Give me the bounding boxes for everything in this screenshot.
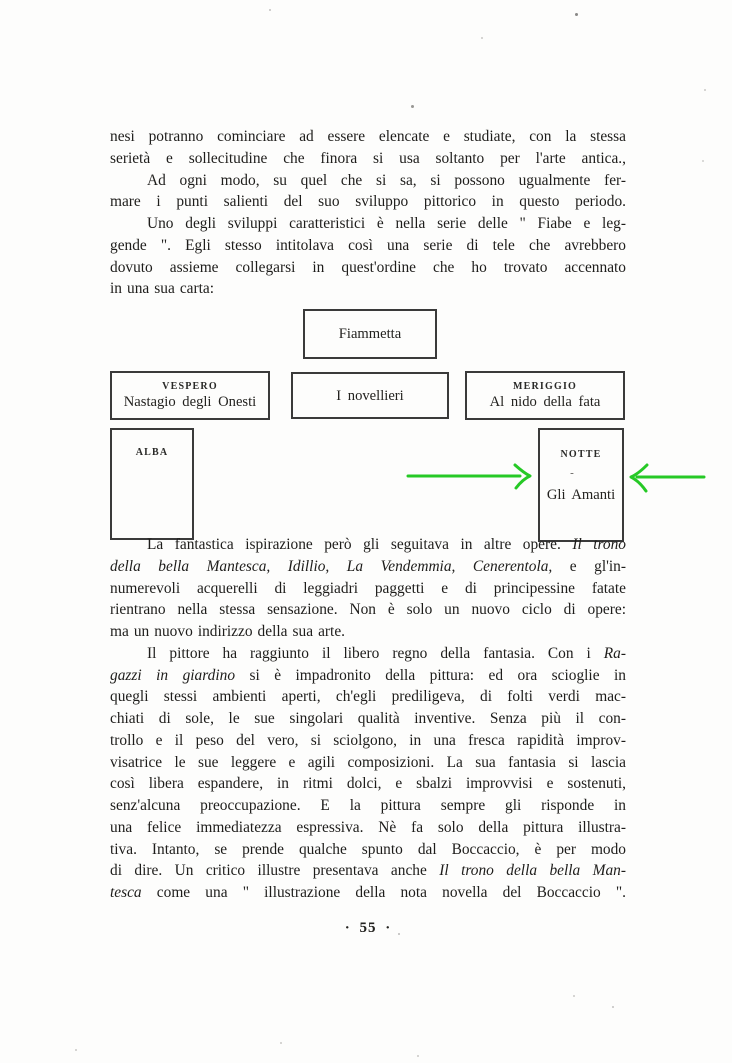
text-segment: e gl'in- bbox=[552, 557, 626, 575]
green-arrow-right-icon bbox=[404, 461, 534, 491]
paragraph bbox=[110, 170, 626, 214]
text-segment: gende ". Egli stesso intitolava così una serie di tele che avrebbero bbox=[110, 236, 626, 254]
text-segment: in una sua carta: bbox=[110, 280, 215, 298]
scan-speck bbox=[269, 9, 271, 11]
text-segment: serietà e sollecitudine che finora si usa soltanto per l'arte antica., bbox=[110, 149, 626, 167]
paragraph bbox=[110, 126, 626, 170]
text-segment: come una " illustrazione della nota novella del Boccaccio ". bbox=[141, 884, 626, 901]
box-title: I novellieri bbox=[336, 387, 404, 404]
text-segment: Uno degli sviluppi caratteristici è nella serie delle " Fiabe e leg- bbox=[147, 215, 626, 232]
text-line bbox=[110, 534, 626, 556]
diagram-box-fiammetta bbox=[303, 309, 437, 359]
text-line bbox=[110, 686, 626, 708]
text-segment: Il trono della bella Man- bbox=[439, 862, 626, 880]
text-segment: rientrano nella stessa sensazione. Non è solo un nuovo ciclo di opere: bbox=[110, 601, 626, 619]
text-line bbox=[110, 882, 626, 904]
text-line bbox=[110, 148, 626, 170]
text-line bbox=[110, 795, 626, 817]
text-segment: ma un nuovo indirizzo della sua arte. bbox=[110, 623, 345, 640]
page-number: · 55 · bbox=[344, 920, 392, 936]
box-label: ALBA bbox=[135, 447, 169, 458]
text-segment: trollo e il peso del vero, si sciolgono, in una fresca rapidità improv- bbox=[110, 731, 626, 749]
text-line bbox=[110, 599, 626, 621]
scan-speck bbox=[417, 1055, 419, 1057]
green-arrow-left-icon bbox=[626, 461, 732, 493]
text-segment: una felice immediatezza espressiva. Nè fa solo della pittura illustra- bbox=[110, 818, 626, 836]
text-line bbox=[110, 213, 626, 235]
diagram-box-novellieri bbox=[291, 372, 449, 419]
text-line bbox=[110, 708, 626, 730]
text-segment: si è impadronito della pittura: ed ora scioglie in bbox=[235, 666, 626, 684]
text-line bbox=[110, 817, 626, 839]
text-line bbox=[110, 643, 626, 665]
text-segment: Ra- bbox=[603, 644, 626, 662]
text-segment: Ad ogni modo, su quel che si sa, si possono ugualmente fer- bbox=[147, 171, 626, 189]
scan-speck bbox=[411, 105, 414, 108]
box-title: Gli Amanti bbox=[546, 487, 616, 503]
text-segment: nesi potranno cominciare ad essere elencate e studiate, con la stessa bbox=[110, 128, 626, 145]
text-line bbox=[110, 278, 626, 300]
box-title: Nastagio degli Onesti bbox=[123, 394, 257, 410]
text-line bbox=[110, 257, 626, 279]
text-segment: gazzi in giardino bbox=[110, 666, 236, 684]
text-segment: chiati di sole, le sue singolari qualità inventive. Senza più il con- bbox=[110, 710, 626, 727]
text-segment: senz'alcuna preoccupazione. E la pittura sempre gli risponde in bbox=[110, 797, 626, 814]
diagram-box-notte bbox=[538, 428, 624, 542]
text-line bbox=[110, 839, 626, 861]
text-line bbox=[110, 191, 626, 213]
text-line bbox=[110, 578, 626, 600]
text-line bbox=[110, 556, 626, 578]
text-segment: tiva. Intanto, se prende qualche spunto dal Boccaccio, è per modo bbox=[110, 840, 626, 858]
scan-speck bbox=[575, 13, 578, 16]
scan-speck bbox=[75, 1049, 77, 1051]
paragraph bbox=[110, 213, 626, 300]
scan-speck bbox=[398, 933, 400, 935]
box-label: VESPERO bbox=[162, 381, 218, 392]
scan-speck bbox=[280, 1042, 282, 1044]
scan-speck bbox=[612, 1006, 614, 1008]
scan-speck bbox=[573, 995, 575, 997]
diagram-box-alba bbox=[110, 428, 194, 540]
text-segment: così libera espandere, in ritmi dolci, e sbalzi improvvisi e sostenuti, bbox=[110, 775, 626, 793]
scan-speck bbox=[481, 37, 483, 39]
diagram-box-vespero bbox=[110, 371, 270, 420]
text-segment: numerevoli acquerelli di leggiadri paggetti e di principessine fatate bbox=[110, 579, 626, 597]
text-segment: tesca bbox=[110, 884, 142, 901]
box-title: Fiammetta bbox=[338, 326, 402, 342]
box-separator-mark: - bbox=[570, 467, 574, 479]
text-line bbox=[110, 752, 626, 774]
text-line bbox=[110, 126, 626, 148]
paragraph bbox=[110, 534, 626, 643]
text-segment: mare i punti salienti del suo sviluppo pittorico in questo periodo. bbox=[110, 193, 626, 211]
box-label: MERIGGIO bbox=[512, 381, 578, 392]
scan-speck bbox=[704, 89, 706, 91]
text-segment: Il trono bbox=[572, 536, 626, 553]
text-segment: di dire. Un critico illustre presentava anche bbox=[110, 862, 440, 880]
scan-speck bbox=[702, 160, 704, 162]
text-line bbox=[110, 621, 626, 643]
lower-text-block bbox=[110, 534, 626, 904]
diagram-box-meriggio bbox=[465, 371, 625, 420]
upper-text-block bbox=[110, 126, 626, 300]
text-line bbox=[110, 665, 626, 687]
text-segment: La fantastica ispirazione però gli seguitava in altre opere. bbox=[147, 536, 573, 553]
text-segment: della bella Mantesca, Idillio, La Vendemmia, Cenerentola, bbox=[110, 557, 553, 575]
text-segment: Il pittore ha raggiunto il libero regno della fantasia. Con i bbox=[147, 644, 604, 662]
text-segment: visatrice le sue leggere e agili composizioni. La sua fantasia si lascia bbox=[110, 753, 626, 771]
box-label: NOTTE bbox=[560, 449, 602, 460]
text-line bbox=[110, 170, 626, 192]
text-line bbox=[110, 860, 626, 882]
text-segment: quegli stessi ambienti aperti, ch'egli prediligeva, di folti verdi mac- bbox=[110, 688, 626, 706]
text-line bbox=[110, 235, 626, 257]
text-line bbox=[110, 730, 626, 752]
text-segment: dovuto assieme collegarsi in quest'ordine che ho trovato accennato bbox=[110, 258, 626, 276]
text-line bbox=[110, 773, 626, 795]
box-title: Al nido della fata bbox=[489, 394, 601, 410]
paragraph bbox=[110, 643, 626, 904]
